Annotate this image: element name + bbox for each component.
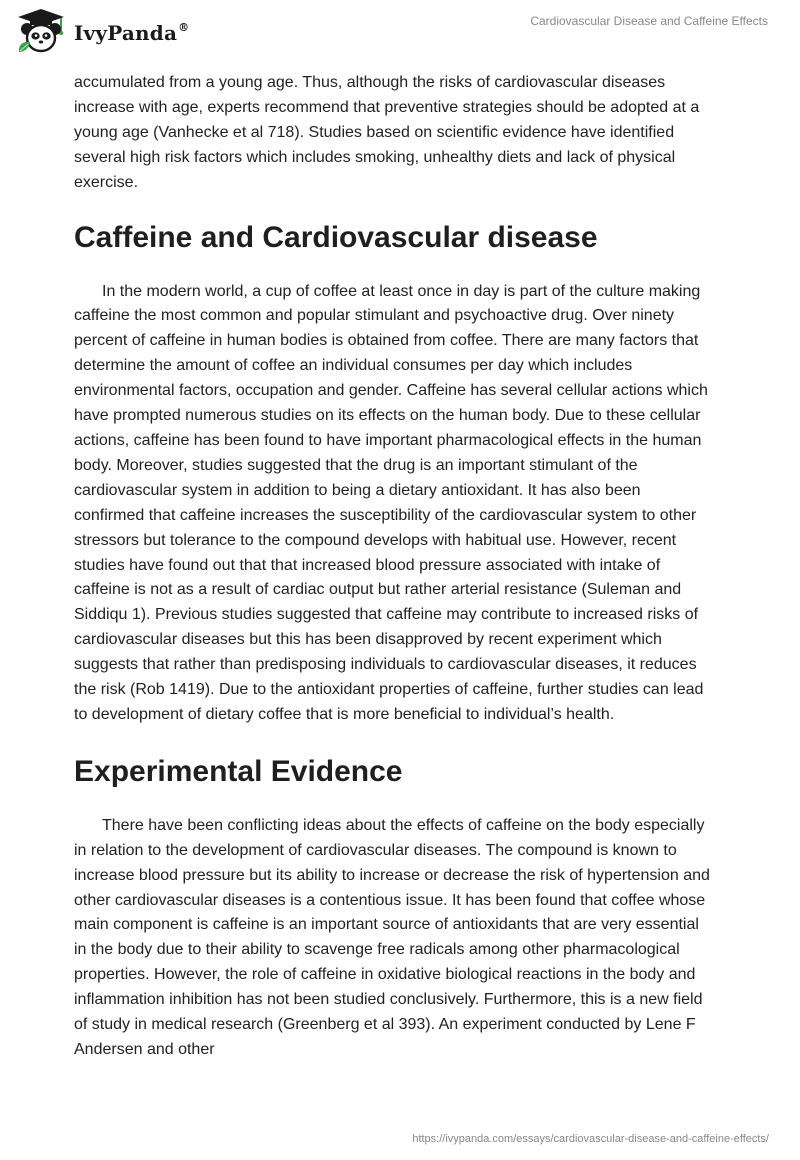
registered-mark: ® [178, 21, 190, 34]
ivypanda-logo[interactable] [14, 8, 189, 56]
page-header [0, 0, 800, 62]
essay-content [74, 71, 714, 1063]
source-url[interactable]: https://ivypanda.com/essays/cardiovascular-disease-and-caffeine-effects/ [412, 1133, 769, 1145]
section-heading-evidence: Experimental Evidence [74, 754, 403, 788]
panda-graduate-icon [14, 8, 68, 56]
document-title: Cardiovascular Disease and Caffeine Effects [530, 14, 768, 28]
brand-name [74, 21, 189, 45]
section-heading-caffeine: Caffeine and Cardiovascular disease [74, 220, 598, 254]
caffeine-paragraph: In the modern world, a cup of coffee at least once in day is part of the culture making caffeine the most common and popular stimulant and psychoactive drug. Over ninety percent of caffeine in human bodies is obtained from coffee. There are many factors that determine the amount of coffee an individual consumes per day which includes environmental factors, occupation and gender. Caffeine has several cellular actions which have prompted numerous studies on its effects on the human body. Due to these cellular actions, caffeine has been found to have important pharmacological effects in the human body. Moreover, studies suggested that the drug is an important stimulant of the cardiovascular system in addition to being a dietary antioxidant. It has also been confirmed that caffeine increases the susceptibility of the cardiovascular system to other stressors but tolerance to the compound develops with habitual use. However, recent studies have found out that that increased blood pressure associated with intake of caffeine is not as a result of cardiac output but rather arterial resistance (Suleman and Siddiqu 1). Previous studies suggested that caffeine may contribute to increased risks of cardiovascular diseases but this has been disapproved by recent experiment which suggests that rather than predisposing individuals to cardiovascular diseases, it reduces the risk (Rob 1419). Due to the antioxidant properties of caffeine, further studies can lead to development of dietary coffee that is more beneficial to individual’s health. [74, 282, 708, 723]
brand-label: IvyPanda [74, 21, 178, 45]
intro-paragraph: accumulated from a young age. Thus, although the risks of cardiovascular diseases increase with age, experts recommend that preventive strategies should be adopted at a young age (Vanhecke et al 718). Studies based on scientific evidence have identified several high risk factors which includes smoking, unhealthy diets and lack of physical exercise. [74, 74, 700, 191]
evidence-paragraph: There have been conflicting ideas about the effects of caffeine on the body especially in relation to the development of cardiovascular diseases. The compound is known to increase blood pressure but its ability to increase or decrease the risk of hypertension and other cardiovascular diseases is a contentious issue. It has been found that coffee whose main component is caffeine is an important source of antioxidants that are very essential in the body due to their ability to scavenge free radicals among other pharmacological properties. However, the role of caffeine in oxidative biological reactions in the body and inflammation inhibition has not been studied conclusively. Furthermore, this is a new field of study in medical research (Greenberg et al 393). An experiment conducted by Lene F Andersen and other [74, 816, 710, 1058]
